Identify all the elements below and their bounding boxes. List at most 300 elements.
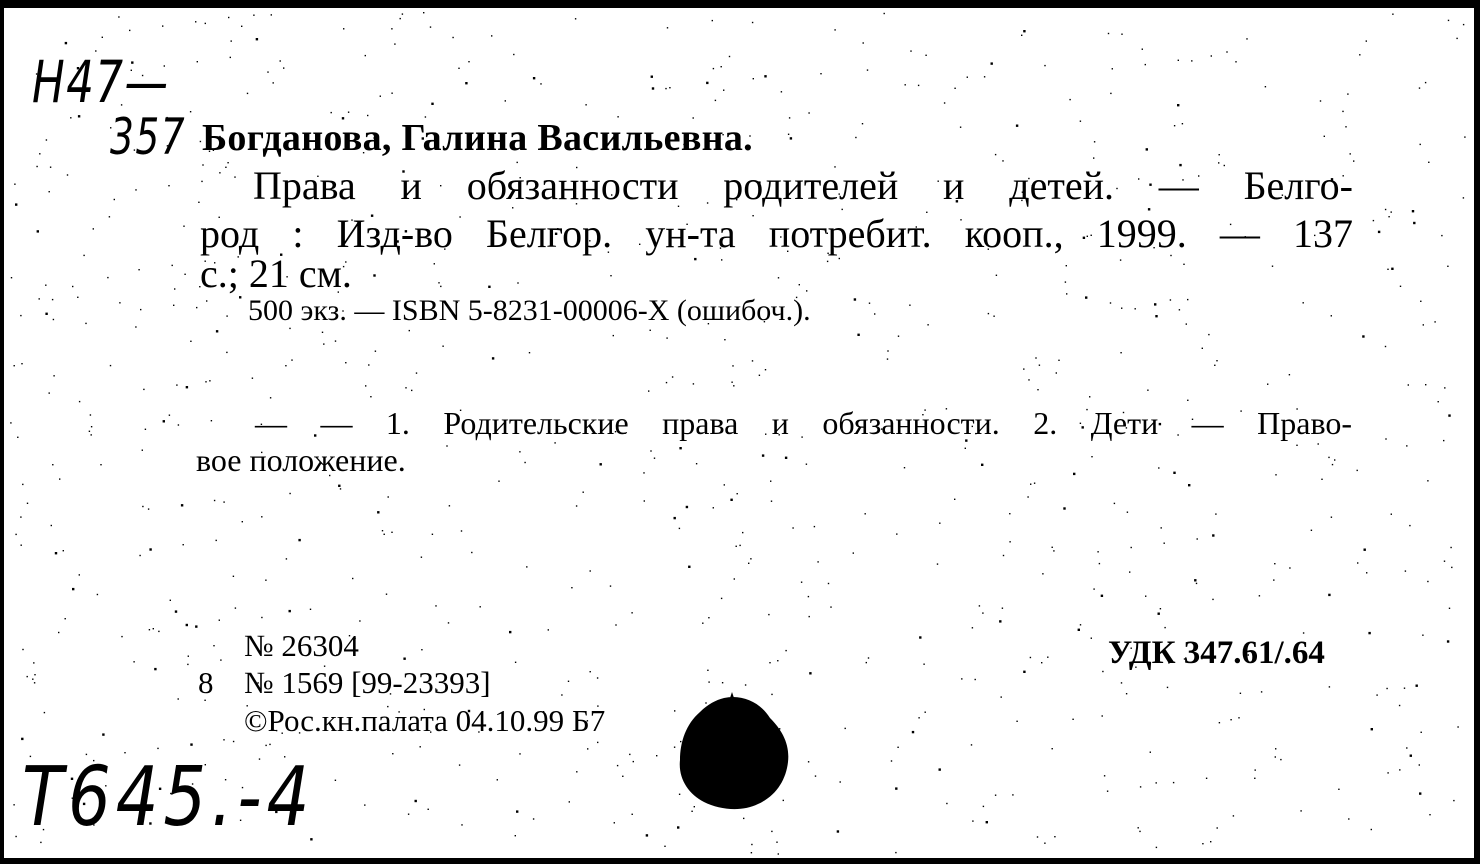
speckle: [751, 844, 752, 845]
speckle: [622, 776, 623, 777]
speckle: [696, 463, 697, 464]
speckle: [895, 852, 896, 853]
speckle: [1178, 60, 1179, 61]
speckle: [388, 496, 389, 497]
speckle: [310, 609, 311, 610]
speckle: [72, 588, 74, 590]
speckle: [817, 561, 818, 562]
speckle: [632, 814, 633, 815]
speckle: [1108, 33, 1109, 34]
speckle: [79, 401, 80, 402]
speckle: [1160, 608, 1161, 609]
speckle: [59, 478, 60, 479]
speckle: [1154, 303, 1156, 305]
speckle: [867, 69, 868, 70]
speckle: [954, 499, 955, 500]
speckle: [97, 594, 98, 595]
speckle: [85, 323, 86, 324]
speckle: [857, 334, 859, 336]
speckle: [840, 781, 841, 782]
speckle: [235, 607, 236, 608]
speckle: [135, 326, 136, 327]
speckle: [368, 364, 369, 365]
speckle: [789, 117, 790, 118]
speckle: [39, 153, 40, 154]
speckle: [1034, 483, 1035, 484]
speckle: [1030, 484, 1031, 485]
speckle: [421, 649, 422, 650]
speckle: [214, 500, 215, 501]
speckle: [1448, 414, 1450, 416]
speckle: [808, 112, 809, 113]
speckle: [14, 184, 15, 185]
speckle: [55, 552, 57, 554]
speckle: [576, 505, 577, 506]
speckle: [1094, 141, 1095, 142]
speckle: [732, 365, 733, 366]
speckle: [1044, 843, 1045, 844]
speckle: [764, 75, 766, 77]
speckle: [1342, 111, 1343, 112]
speckle: [568, 681, 569, 682]
speckle: [49, 191, 50, 192]
speckle: [778, 853, 779, 854]
speckle: [434, 263, 435, 264]
speckle: [702, 623, 703, 624]
speckle: [465, 82, 467, 84]
speckle: [256, 38, 258, 40]
speckle: [765, 369, 766, 370]
speckle: [1066, 265, 1067, 266]
speckle: [1408, 384, 1409, 385]
speckle: [734, 578, 735, 579]
speckle: [548, 629, 549, 630]
speckle: [1434, 321, 1435, 322]
speckle: [814, 526, 815, 527]
speckle: [291, 359, 292, 360]
speckle: [1255, 769, 1256, 770]
speckle: [904, 467, 905, 468]
speckle: [149, 548, 151, 550]
speckle: [1102, 715, 1103, 716]
speckle: [1206, 778, 1207, 779]
speckle: [887, 358, 888, 359]
speckle: [228, 17, 229, 18]
speckle: [1139, 831, 1140, 832]
speckle: [234, 176, 235, 177]
speckle: [140, 309, 141, 310]
speckle: [1194, 579, 1196, 581]
speckle: [416, 372, 417, 373]
speckle: [1348, 818, 1349, 819]
speckle: [1142, 49, 1143, 50]
speckle: [1170, 299, 1171, 300]
speckle: [918, 85, 919, 86]
speckle: [1385, 438, 1386, 439]
speckle: [724, 339, 725, 340]
speckle: [839, 258, 840, 259]
speckle: [1427, 581, 1428, 582]
speckle: [781, 91, 782, 92]
subjects-line-2: вое положение.: [196, 442, 406, 478]
speckle: [1126, 693, 1127, 694]
speckle: [526, 566, 527, 567]
book-chamber-stamp: ©Рос.кн.палата 04.10.99 Б7: [244, 703, 606, 738]
speckle: [585, 104, 586, 105]
speckle: [937, 563, 938, 564]
speckle: [1405, 570, 1406, 571]
speckle: [736, 546, 737, 547]
speckle: [53, 375, 54, 376]
speckle: [1391, 211, 1392, 212]
speckle: [1453, 800, 1454, 801]
speckle: [1107, 791, 1108, 792]
speckle: [742, 532, 743, 533]
speckle: [1230, 719, 1231, 720]
speckle: [10, 422, 11, 423]
speckle: [283, 67, 284, 68]
speckle: [343, 28, 344, 29]
speckle: [129, 30, 130, 31]
speckle: [925, 712, 926, 713]
speckle: [806, 464, 807, 465]
speckle: [409, 330, 410, 331]
speckle: [771, 501, 772, 502]
speckle: [1035, 357, 1036, 358]
speckle: [448, 622, 449, 623]
speckle: [972, 627, 973, 628]
speckle: [1138, 827, 1139, 828]
speckle: [995, 154, 996, 155]
footer-number-1: № 26304: [244, 628, 359, 663]
speckle: [223, 501, 224, 502]
speckle: [708, 617, 709, 618]
author-heading: Богданова, Галина Васильевна.: [202, 117, 753, 159]
speckle: [677, 826, 679, 828]
speckle: [644, 500, 645, 501]
speckle: [488, 286, 490, 288]
speckle: [1114, 503, 1115, 504]
speckle: [1156, 782, 1157, 783]
speckle: [1359, 54, 1360, 55]
speckle: [1329, 686, 1330, 687]
speckle: [331, 112, 332, 113]
speckle: [688, 566, 690, 568]
speckle: [461, 530, 462, 531]
speckle: [1052, 547, 1053, 548]
speckle: [777, 660, 778, 661]
speckle: [408, 814, 409, 815]
speckle: [853, 552, 854, 553]
speckle: [1357, 562, 1358, 563]
speckle: [109, 216, 110, 217]
speckle: [365, 385, 366, 386]
speckle: [743, 818, 744, 819]
speckle: [386, 594, 387, 595]
udc-code: УДК 347.61/.64: [1108, 635, 1325, 671]
speckle: [471, 552, 472, 553]
speckle: [723, 90, 724, 91]
speckle: [1399, 769, 1400, 770]
speckle: [265, 745, 266, 746]
speckle: [891, 760, 892, 761]
ink-blot: [672, 692, 794, 814]
speckle: [827, 261, 828, 262]
speckle: [1362, 335, 1364, 337]
speckle: [513, 54, 514, 55]
speckle: [1131, 547, 1132, 548]
edition-isbn-line: 500 экз. — ISBN 5-8231-00006-Х (ошибоч.).: [248, 294, 811, 327]
speckle: [1265, 86, 1266, 87]
speckle: [1102, 671, 1103, 672]
speckle: [52, 299, 53, 300]
speckle: [939, 768, 941, 770]
speckle: [1416, 685, 1418, 687]
speckle: [939, 523, 940, 524]
speckle: [1161, 527, 1162, 528]
speckle: [1385, 209, 1386, 210]
speckle: [643, 472, 644, 473]
speckle: [273, 82, 274, 83]
speckle: [828, 583, 829, 584]
speckle: [52, 464, 53, 465]
speckle: [1150, 752, 1151, 753]
call-number-handwritten-top: Н47—: [32, 48, 170, 116]
speckle: [633, 761, 634, 762]
speckle: [213, 645, 214, 646]
speckle: [1353, 160, 1354, 161]
speckle: [1419, 792, 1421, 794]
speckle: [576, 771, 577, 772]
speckle: [1373, 220, 1374, 221]
speckle: [1054, 836, 1055, 837]
speckle: [157, 748, 158, 749]
speckle: [1056, 372, 1057, 373]
speckle: [142, 506, 143, 507]
speckle: [91, 426, 92, 427]
speckle: [121, 636, 122, 637]
speckle: [149, 629, 150, 630]
speckle: [874, 313, 875, 314]
speckle: [693, 383, 694, 384]
speckle: [1173, 782, 1174, 783]
speckle: [247, 93, 248, 94]
speckle: [1146, 148, 1148, 150]
speckle: [497, 779, 498, 780]
speckle: [415, 800, 417, 802]
speckle: [168, 185, 169, 186]
speckle: [188, 656, 189, 657]
speckle: [335, 780, 336, 781]
speckle: [806, 290, 807, 291]
speckle: [1058, 360, 1059, 361]
speckle: [172, 265, 173, 266]
speckle: [863, 42, 864, 43]
speckle: [669, 87, 670, 88]
speckle: [1235, 61, 1236, 62]
speckle: [223, 739, 224, 740]
speckle: [196, 307, 197, 308]
speckle: [1392, 14, 1393, 15]
speckle: [524, 462, 525, 463]
speckle: [965, 448, 966, 449]
speckle: [1212, 599, 1213, 600]
speckle: [138, 269, 139, 270]
speckle: [815, 775, 816, 776]
speckle: [162, 25, 163, 26]
speckle: [1272, 266, 1273, 267]
speckle: [400, 18, 401, 19]
speckle: [517, 282, 518, 283]
speckle: [216, 330, 218, 332]
speckle: [778, 277, 779, 278]
speckle: [1254, 778, 1255, 779]
title-line-2: род : Изд-во Белгор. ун-та потребит. кооп., 1999. — 137: [200, 211, 1353, 256]
speckle: [769, 662, 770, 663]
speckle: [498, 481, 499, 482]
speckle: [733, 385, 734, 386]
speckle: [175, 610, 177, 612]
speckle: [32, 679, 33, 680]
speckle: [100, 464, 101, 465]
speckle: [569, 801, 570, 802]
speckle: [198, 202, 199, 203]
speckle: [50, 167, 51, 168]
speckle: [919, 636, 921, 638]
speckle: [515, 662, 516, 663]
speckle: [1412, 210, 1414, 212]
speckle: [1406, 445, 1407, 446]
speckle: [1219, 154, 1220, 155]
speckle: [1274, 563, 1275, 564]
speckle: [1016, 125, 1018, 127]
speckle: [1429, 814, 1430, 815]
speckle: [1089, 396, 1090, 397]
speckle: [1073, 473, 1075, 475]
speckle: [1129, 571, 1130, 572]
speckle: [403, 658, 405, 660]
speckle: [34, 682, 35, 683]
speckle: [745, 684, 746, 685]
speckle: [1259, 595, 1260, 596]
speckle: [918, 717, 919, 718]
speckle: [1208, 334, 1209, 335]
speckle: [226, 352, 227, 353]
speckle: [713, 507, 714, 508]
speckle: [982, 612, 983, 613]
speckle: [14, 365, 15, 366]
speckle: [1406, 747, 1407, 748]
speckle: [183, 226, 184, 227]
speckle: [1463, 197, 1464, 198]
speckle: [202, 164, 203, 165]
speckle: [280, 60, 281, 61]
speckle: [1267, 384, 1268, 385]
speckle: [186, 624, 188, 626]
speckle: [15, 203, 17, 205]
speckle: [979, 605, 980, 606]
speckle: [1428, 162, 1429, 163]
speckle: [590, 671, 591, 672]
speckle: [898, 336, 899, 337]
speckle: [1246, 38, 1247, 39]
speckle: [646, 834, 648, 836]
speckle: [468, 61, 469, 62]
speckle: [391, 93, 392, 94]
speckle: [219, 172, 220, 173]
speckle: [1387, 269, 1388, 270]
speckle: [923, 664, 924, 665]
speckle: [1080, 624, 1081, 625]
speckle: [1047, 657, 1048, 658]
speckle: [961, 678, 962, 679]
speckle: [1063, 507, 1065, 509]
speckle: [402, 13, 403, 14]
speckle: [865, 513, 866, 514]
speckle: [600, 463, 602, 465]
speckle: [1110, 302, 1111, 303]
title-line-3: с.; 21 см.: [200, 251, 352, 296]
speckle: [1449, 608, 1450, 609]
speckle: [461, 824, 462, 825]
speckle: [855, 137, 856, 138]
speckle: [1121, 34, 1122, 35]
speckle: [1140, 786, 1141, 787]
speckle: [984, 76, 985, 77]
speckle: [1023, 368, 1024, 369]
speckle: [46, 139, 47, 140]
speckle: [370, 396, 371, 397]
speckle: [1371, 829, 1372, 830]
speckle: [927, 324, 928, 325]
speckle: [1413, 222, 1415, 224]
speckle: [801, 582, 802, 583]
speckle: [799, 284, 800, 285]
speckle: [999, 620, 1001, 622]
speckle: [216, 540, 217, 541]
speckle: [20, 315, 21, 316]
speckle: [1164, 627, 1165, 628]
speckle: [384, 534, 385, 535]
footer-number-2: № 1569 [99-23393]: [244, 665, 491, 700]
speckle: [423, 12, 424, 13]
speckle: [529, 352, 530, 353]
speckle: [707, 670, 708, 671]
speckle: [430, 26, 431, 27]
speckle: [1093, 157, 1094, 158]
speckle: [1147, 390, 1148, 391]
speckle: [405, 387, 406, 388]
speckle: [1174, 125, 1175, 126]
speckle: [89, 431, 90, 432]
speckle: [752, 360, 753, 361]
speckle: [650, 330, 651, 331]
speckle: [912, 731, 914, 733]
speckle: [1233, 815, 1234, 816]
speckle: [286, 558, 287, 559]
speckle: [986, 821, 988, 823]
speckle: [139, 555, 140, 556]
speckle: [712, 20, 713, 21]
speckle: [837, 830, 839, 832]
speckle: [21, 545, 22, 546]
speckle: [391, 532, 392, 533]
speckle: [435, 605, 436, 606]
speckle: [440, 286, 441, 287]
speckle: [21, 363, 22, 364]
speckle: [1078, 629, 1080, 631]
speckle: [271, 14, 272, 15]
